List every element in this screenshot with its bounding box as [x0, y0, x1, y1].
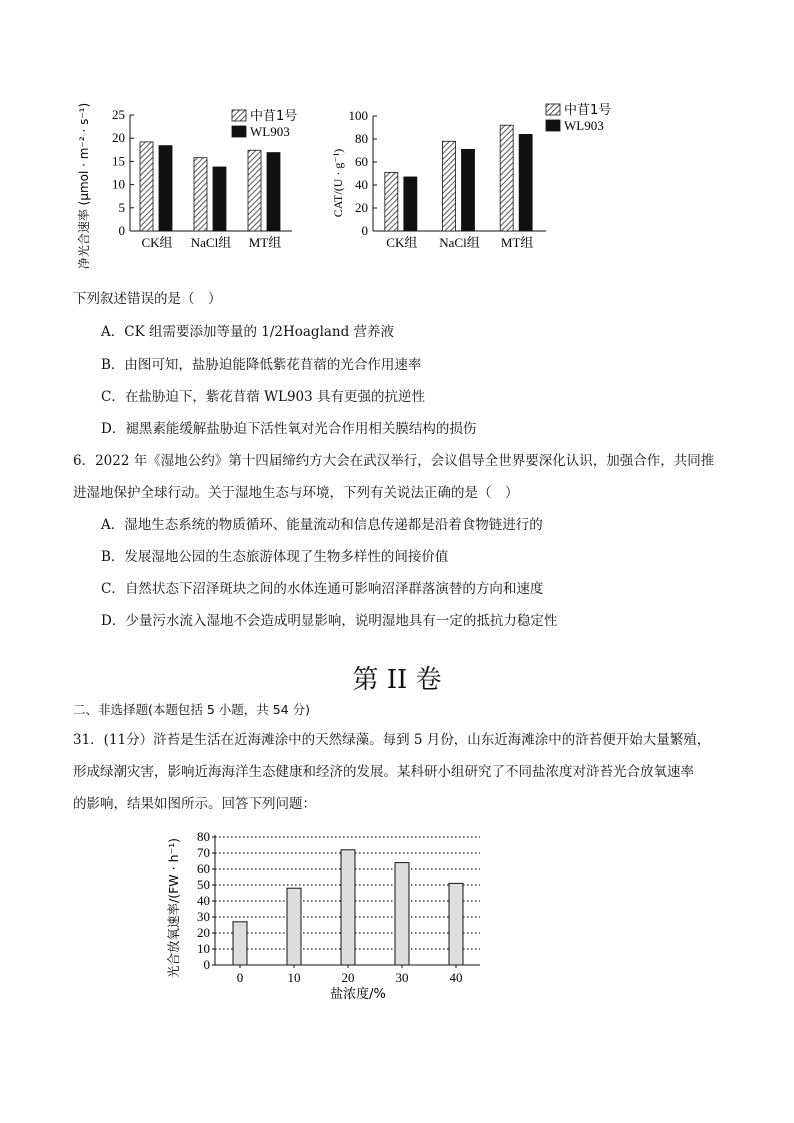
- cat-activity-chart: [328, 98, 628, 288]
- q6-option-b: B．发展湿地公园的生态旅游体现了生物多样性的间接价值: [101, 549, 449, 565]
- oxygen-release-chart: [160, 820, 500, 1010]
- bar-salt-40: [449, 883, 463, 965]
- x-tick-label: 10: [287, 970, 301, 985]
- chart1-ylabel: 净光合速率 (μmol · m⁻² · s⁻¹): [77, 102, 91, 270]
- bar-salt-30: [395, 863, 409, 965]
- y-tick-label: 50: [197, 877, 210, 892]
- bar-wl903-2: [519, 134, 532, 231]
- y-tick-label: 60: [355, 154, 368, 169]
- category-label: MT组: [248, 235, 282, 250]
- y-tick-label: 20: [197, 925, 210, 940]
- q6-option-c: C．自然状态下沼泽斑块之间的水体连通可影响沼泽群落演替的方向和速度: [101, 581, 544, 597]
- chart3-xlabel: 盐浓度/%: [330, 987, 386, 1002]
- part2-title: 第 II 卷: [352, 665, 442, 695]
- y-tick-label: 60: [197, 861, 210, 876]
- y-tick-label: 10: [197, 941, 210, 956]
- q6-option-d: D．少量污水流入湿地不会造成明显影响，说明湿地具有一定的抵抗力稳定性: [101, 613, 558, 629]
- y-tick-label: 30: [197, 909, 210, 924]
- category-label: MT组: [500, 235, 534, 250]
- category-label: CK组: [141, 235, 173, 250]
- q31-line1: 31．(11分）浒苔是生活在近海滩涂中的天然绿藻。每到 5 月份，山东近海滩涂中的浒苔便开始大量繁殖，: [73, 732, 711, 748]
- y-tick-label: 40: [355, 177, 368, 192]
- y-tick-label: 0: [203, 957, 210, 972]
- y-tick-label: 20: [355, 200, 368, 215]
- chart2-ylabel: CAT/(U · g⁻¹): [331, 148, 345, 218]
- q5-option-c: C．在盐胁迫下，紫花苜蓿 WL903 具有更强的抗逆性: [101, 389, 426, 405]
- q5-option-d: D．褪黑素能缓解盐胁迫下活性氧对光合作用相关膜结构的损伤: [101, 421, 477, 437]
- bar-zhongmu1-1: [194, 158, 207, 231]
- bar-wl903-1: [213, 167, 226, 231]
- bar-wl903-1: [462, 149, 475, 231]
- q31-line3: 的影响，结果如图所示。回答下列问题：: [73, 796, 316, 812]
- legend-label: 中苜1号: [564, 103, 612, 118]
- legend-swatch: [546, 120, 560, 131]
- x-tick-label: 0: [236, 970, 244, 985]
- bar-wl903-2: [267, 153, 280, 231]
- y-tick-label: 25: [112, 107, 125, 122]
- bar-wl903-0: [159, 146, 172, 231]
- category-label: NaCl组: [190, 235, 232, 250]
- q5-option-a: A．CK 组需要添加等量的 1/2Hoagland 营养液: [101, 324, 395, 340]
- q6-stem-line1: 6．2022 年《湿地公约》第十四届缔约方大会在武汉举行，会议倡导全世界要深化认识，加强合作，共同推: [73, 453, 715, 469]
- y-tick-label: 5: [118, 199, 125, 215]
- bar-zhongmu1-0: [140, 142, 153, 231]
- bar-salt-0: [233, 922, 247, 965]
- category-label: CK组: [386, 235, 418, 250]
- legend-swatch: [232, 110, 246, 121]
- q6-stem-line2: 进湿地保护全球行动。关于湿地生态与环境，下列有关说法正确的是（ ）: [73, 485, 519, 501]
- bar-salt-20: [341, 850, 355, 965]
- net-photosynthesis-chart: [70, 98, 320, 288]
- legend-label: WL903: [250, 124, 290, 139]
- y-tick-label: 10: [112, 176, 125, 192]
- q5-stem: 下列叙述错误的是（ ）: [73, 291, 222, 307]
- q5-option-b: B．由图可知，盐胁迫能降低紫花苜蓿的光合作用速率: [101, 357, 422, 373]
- legend-label: WL903: [564, 118, 604, 133]
- q31-line2: 形成绿潮灾害，影响近海海洋生态健康和经济的发展。某科研小组研究了不同盐浓度对浒苔光合放氧速率: [73, 764, 694, 780]
- y-tick-label: 0: [361, 223, 368, 238]
- y-tick-label: 100: [348, 108, 368, 123]
- q6-option-a: A．湿地生态系统的物质循环、能量流动和信息传递都是沿着食物链进行的: [101, 517, 543, 533]
- chart3-ylabel: 光合放氧速率/(FW · h⁻¹): [166, 838, 181, 978]
- bar-wl903-0: [404, 177, 417, 231]
- bar-zhongmu1-2: [500, 125, 513, 231]
- x-tick-label: 40: [449, 970, 463, 985]
- bar-salt-10: [287, 888, 301, 965]
- legend-swatch: [232, 126, 246, 137]
- y-tick-label: 15: [112, 153, 125, 169]
- bar-zhongmu1-2: [248, 150, 261, 231]
- legend-label: 中苜1号: [250, 109, 298, 124]
- bar-zhongmu1-0: [385, 172, 398, 231]
- y-tick-label: 80: [197, 829, 210, 844]
- section-heading: 二、非选择题(本题包括 5 小题，共 54 分): [73, 702, 311, 717]
- y-tick-label: 40: [197, 893, 210, 908]
- legend-swatch: [546, 104, 560, 115]
- bar-zhongmu1-1: [443, 141, 456, 231]
- category-label: NaCl组: [439, 235, 480, 250]
- y-tick-label: 70: [197, 845, 210, 860]
- y-tick-label: 0: [118, 223, 125, 238]
- y-tick-label: 20: [112, 130, 125, 146]
- x-tick-label: 20: [341, 970, 355, 985]
- y-tick-label: 80: [355, 131, 368, 146]
- x-tick-label: 30: [395, 970, 409, 985]
